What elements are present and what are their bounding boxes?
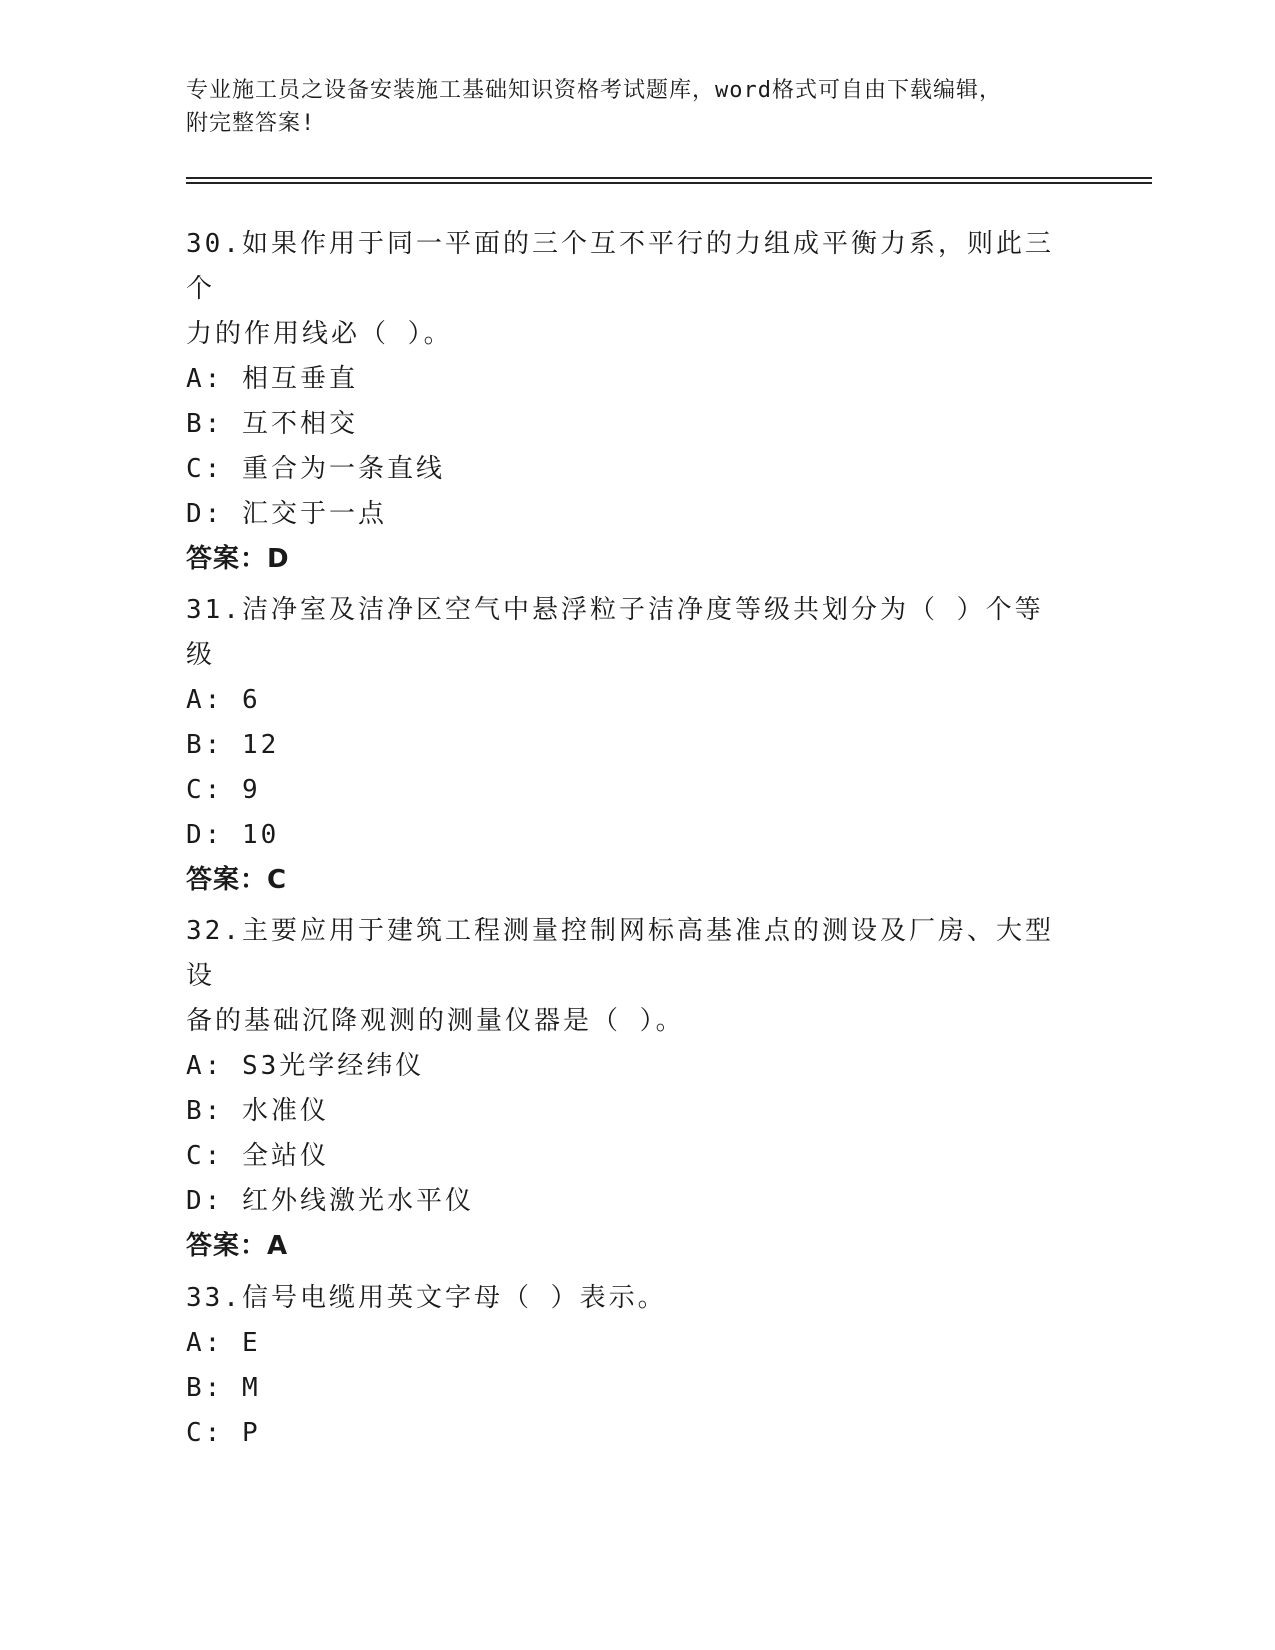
document-header: [186, 74, 1066, 140]
option-c: C: P: [186, 1418, 261, 1448]
question-stem: 30.如果作用于同一平面的三个互不平行的力组成平衡力系，则此三个: [186, 229, 1054, 304]
option-a: A: E: [186, 1328, 261, 1358]
option-b: B: 12: [186, 730, 280, 760]
answer: 答案：D: [186, 544, 290, 574]
option-a: A: 6: [186, 685, 261, 715]
option-a: A: 相互垂直: [186, 364, 358, 394]
question-stem: 力的作用线必（ ）。: [186, 319, 453, 349]
question-stem: 32.主要应用于建筑工程测量控制网标高基准点的测设及厂房、大型设: [186, 916, 1054, 991]
question-stem: 备的基础沉降观测的测量仪器是（ ）。: [186, 1006, 685, 1036]
header-line-1: 专业施工员之设备安装施工基础知识资格考试题库，word格式可自由下载编辑，: [186, 78, 1002, 103]
option-c: C: 9: [186, 775, 261, 805]
question-33: [186, 1276, 1066, 1456]
answer: 答案：C: [186, 865, 288, 895]
answer: 答案：A: [186, 1231, 289, 1261]
question-30: [186, 222, 1066, 582]
option-b: B: 水准仪: [186, 1096, 329, 1126]
question-31: [186, 588, 1066, 903]
option-d: D: 红外线激光水平仪: [186, 1186, 474, 1216]
header-line-2: 附完整答案!: [186, 111, 316, 136]
document-page: [186, 0, 1152, 1650]
option-b: B: M: [186, 1373, 261, 1403]
option-c: C: 重合为一条直线: [186, 454, 445, 484]
question-stem: 33.信号电缆用英文字母（ ）表示。: [186, 1283, 667, 1313]
question-stem: 31.洁净室及洁净区空气中悬浮粒子洁净度等级共划分为（ ）个等级: [186, 595, 1044, 670]
option-b: B: 互不相交: [186, 409, 358, 439]
option-a: A: S3光学经纬仪: [186, 1051, 425, 1081]
question-32: [186, 909, 1066, 1269]
option-c: C: 全站仪: [186, 1141, 329, 1171]
option-d: D: 汇交于一点: [186, 499, 387, 529]
header-divider: [186, 177, 1152, 184]
option-d: D: 10: [186, 820, 280, 850]
